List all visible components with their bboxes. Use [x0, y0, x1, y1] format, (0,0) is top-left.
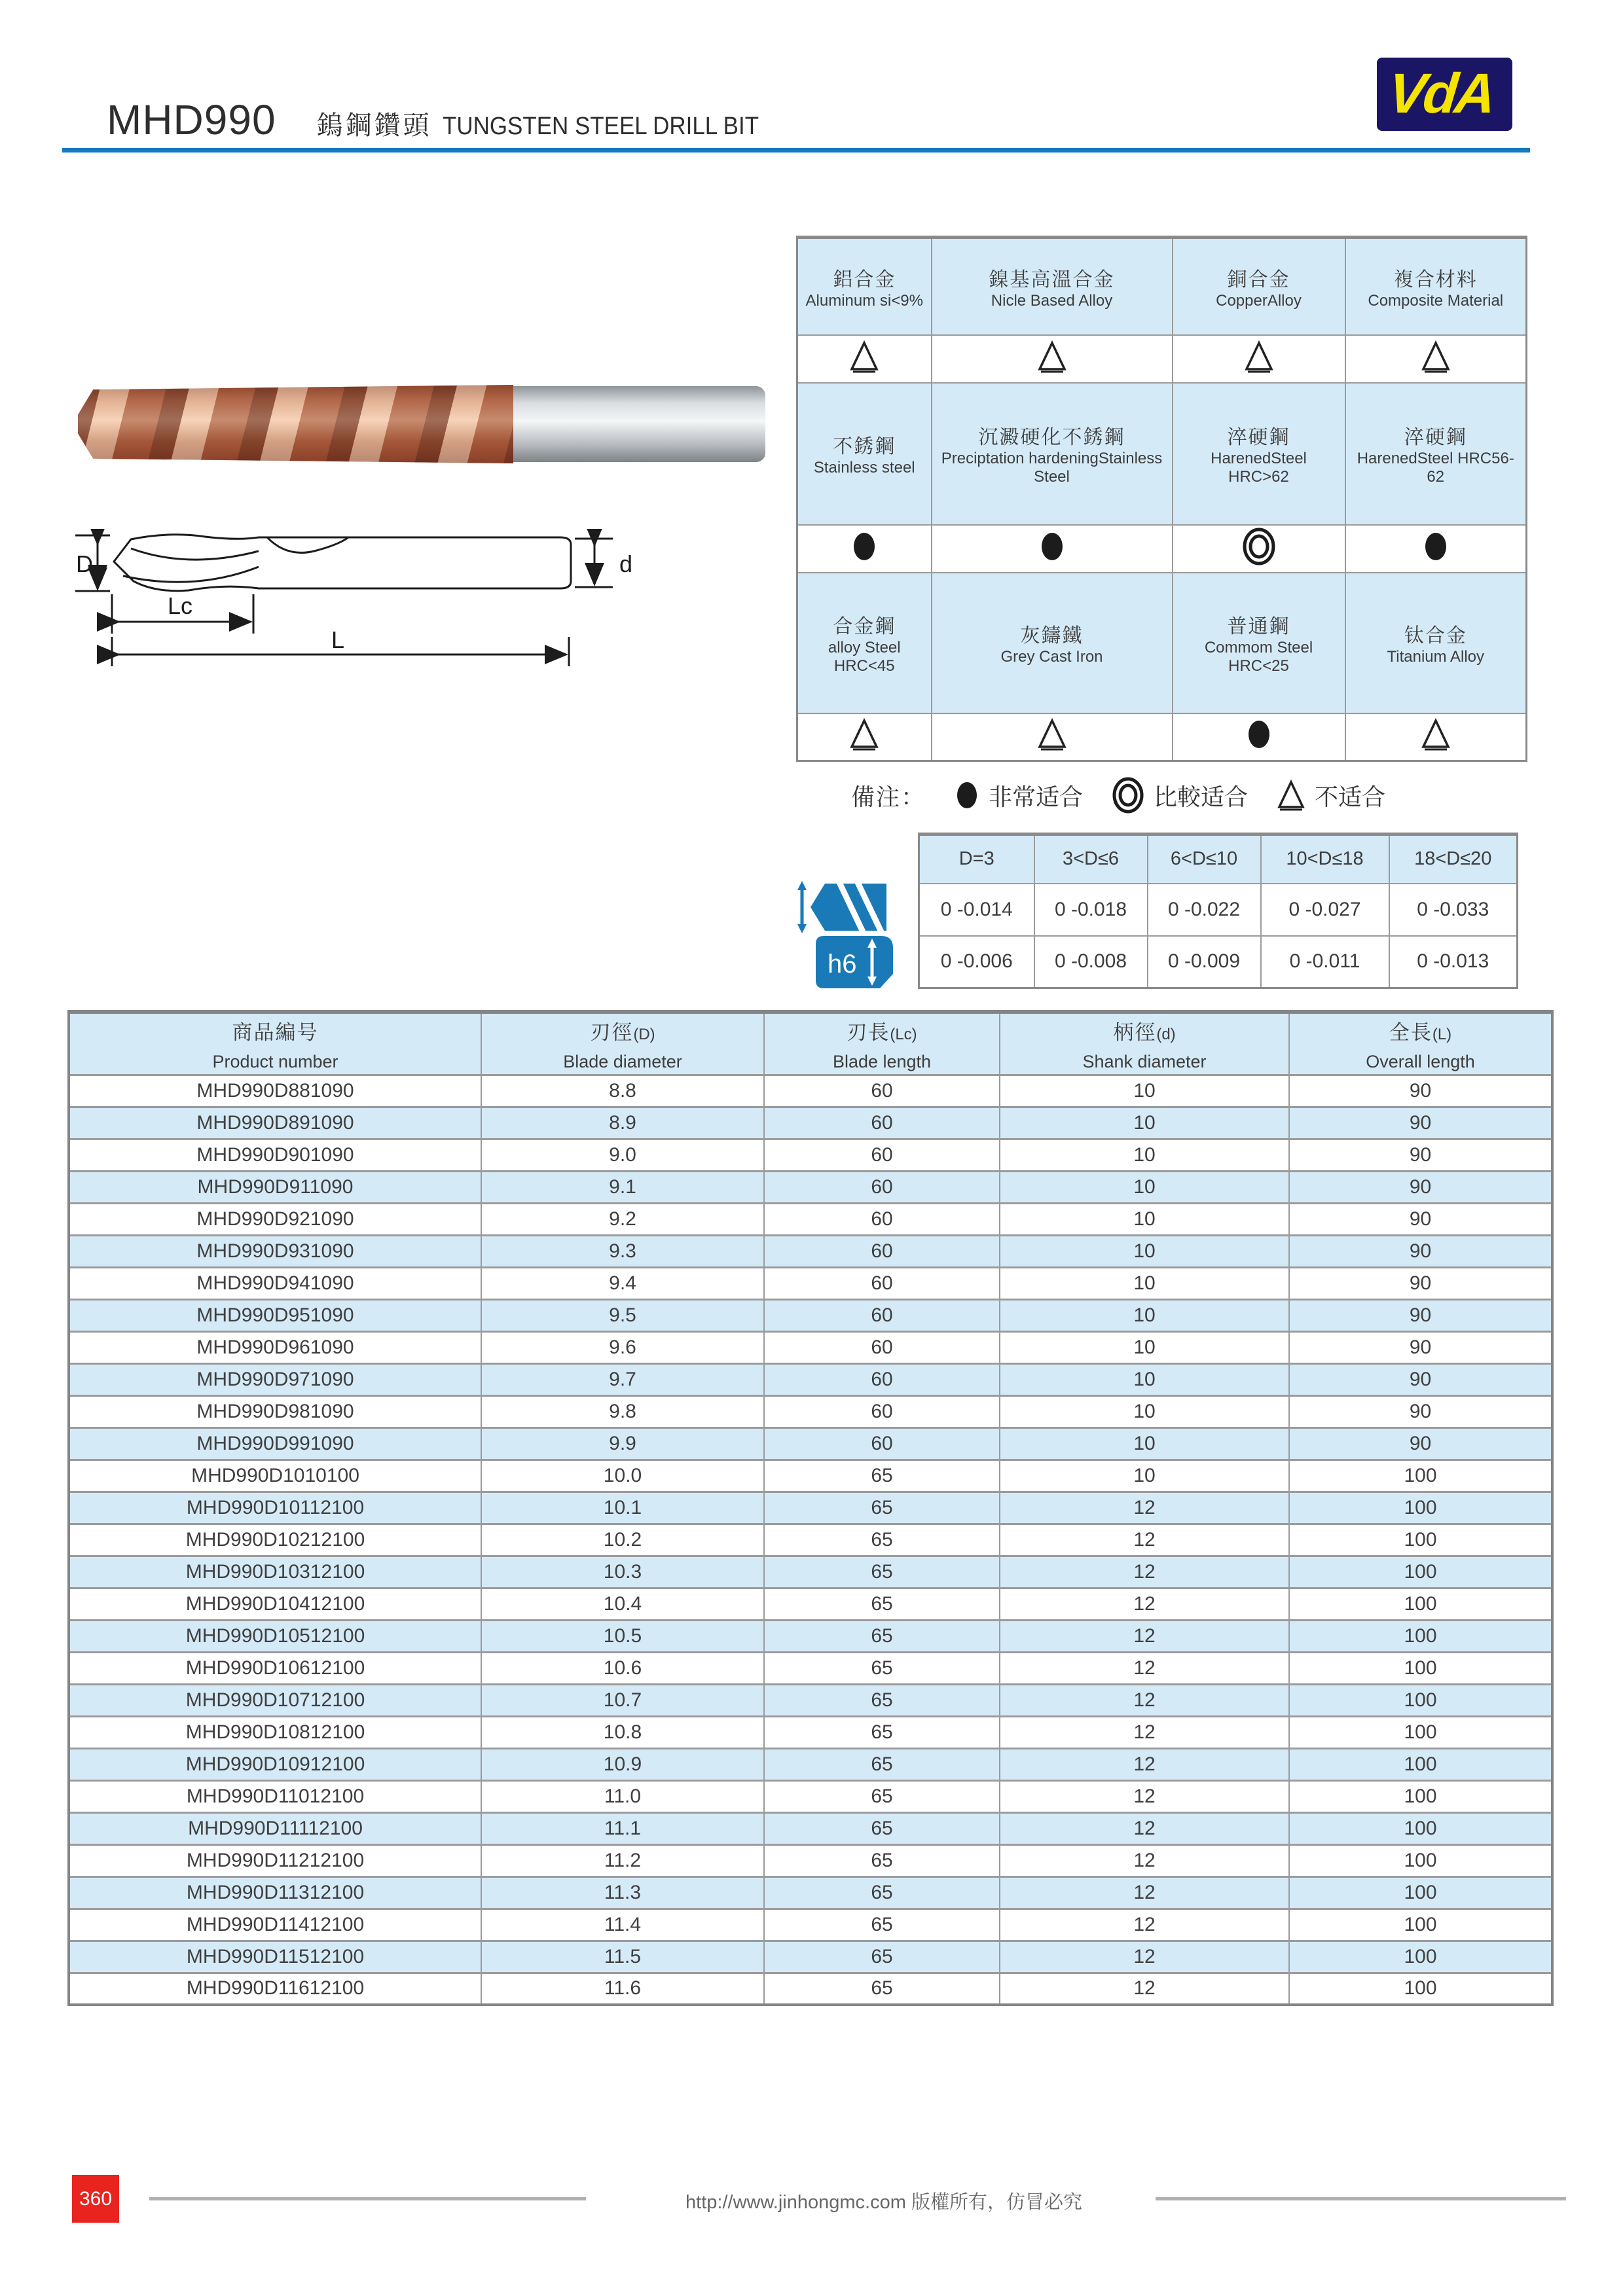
table-cell: 60	[764, 1203, 1000, 1235]
table-cell: 10	[1000, 1139, 1289, 1171]
table-cell: 65	[764, 1973, 1000, 2005]
legend-item-text: 比較适合	[1154, 783, 1249, 810]
table-cell: 10.4	[481, 1588, 764, 1620]
table-cell: MHD990D11312100	[69, 1876, 481, 1909]
suitability-legend	[851, 776, 1385, 814]
material-name-en: HarenedSteel	[1211, 450, 1307, 467]
table-cell: 12	[1000, 1684, 1289, 1716]
material-row-2	[797, 383, 1527, 525]
table-cell: 100	[1289, 1844, 1552, 1876]
material-symbol-row-1	[797, 335, 1527, 383]
triangle-symbol	[1037, 359, 1067, 377]
table-row	[69, 1492, 1552, 1524]
table-cell: 9.8	[481, 1395, 764, 1427]
table-row	[69, 1363, 1552, 1395]
table-row	[69, 1780, 1552, 1812]
table-cell: MHD990D11212100	[69, 1844, 481, 1876]
table-cell: 100	[1289, 1652, 1552, 1684]
table-row	[69, 1812, 1552, 1844]
table-cell: MHD990D10712100	[69, 1684, 481, 1716]
table-cell: 10.9	[481, 1748, 764, 1780]
table-cell: 60	[764, 1107, 1000, 1139]
tolerance-row-blade	[919, 884, 1518, 936]
table-cell: 100	[1289, 1588, 1552, 1620]
table-cell: MHD990D10312100	[69, 1556, 481, 1588]
table-cell: 100	[1289, 1748, 1552, 1780]
table-row	[69, 1844, 1552, 1876]
table-cell: 10	[1000, 1235, 1289, 1267]
legend-label: 備注：	[851, 783, 926, 810]
table-cell: 65	[764, 1652, 1000, 1684]
table-cell: 10.8	[481, 1716, 764, 1748]
table-cell: 65	[764, 1844, 1000, 1876]
table-cell: 11.6	[481, 1973, 764, 2005]
product-table-header-row	[69, 1012, 1552, 1075]
table-cell: 90	[1289, 1267, 1552, 1299]
diagram-label-L: L	[331, 626, 345, 653]
table-cell: MHD990D10412100	[69, 1588, 481, 1620]
table-cell: MHD990D961090	[69, 1331, 481, 1363]
material-name-extra: 62	[1427, 468, 1445, 486]
tolerance-value: 0 -0.009	[1148, 936, 1261, 988]
table-cell: 10.5	[481, 1620, 764, 1652]
col-header-product-number: 商品編号 Product number	[69, 1012, 481, 1075]
col-header-shank-diameter: 柄徑(d) Shank diameter	[1000, 1012, 1289, 1075]
table-cell: MHD990D991090	[69, 1427, 481, 1460]
table-cell: MHD990D10812100	[69, 1716, 481, 1748]
table-cell: 100	[1289, 1876, 1552, 1909]
table-cell: 100	[1289, 1780, 1552, 1812]
table-cell: 90	[1289, 1427, 1552, 1460]
material-name-zh: 普通鋼	[1227, 616, 1290, 637]
table-cell: 10	[1000, 1363, 1289, 1395]
table-cell: 90	[1289, 1107, 1552, 1139]
product-model-title: MHD990	[107, 96, 276, 143]
table-cell: 90	[1289, 1363, 1552, 1395]
tolerance-value: 0 -0.033	[1389, 884, 1518, 936]
table-row	[69, 1588, 1552, 1620]
table-cell: 12	[1000, 1909, 1289, 1941]
tolerance-col-header: 6<D≤10	[1148, 834, 1261, 884]
material-name-en: Stainless steel	[813, 459, 915, 476]
table-cell: 90	[1289, 1075, 1552, 1107]
material-name-zh: 複合材料	[1393, 268, 1478, 291]
triangle-symbol	[1244, 359, 1274, 377]
table-cell: MHD990D11612100	[69, 1973, 481, 2005]
table-cell: 8.9	[481, 1107, 764, 1139]
table-cell: MHD990D11112100	[69, 1812, 481, 1844]
table-row	[69, 1684, 1552, 1716]
table-cell: 100	[1289, 1684, 1552, 1716]
material-name-zh: 不銹鋼	[833, 436, 896, 457]
drill-shank-silver	[513, 386, 765, 461]
table-cell: MHD990D971090	[69, 1363, 481, 1395]
table-cell: 11.4	[481, 1909, 764, 1941]
shank-h6-icon	[816, 936, 897, 988]
table-cell: MHD990D10212100	[69, 1524, 481, 1556]
legend-item-text: 非常适合	[989, 783, 1084, 810]
table-cell: 9.1	[481, 1171, 764, 1203]
double-circle-symbol	[1242, 552, 1276, 570]
table-row	[69, 1107, 1552, 1139]
material-name-en: Titanium Alloy	[1387, 648, 1484, 666]
table-cell: 12	[1000, 1812, 1289, 1844]
table-cell: 10.2	[481, 1524, 764, 1556]
triangle-symbol	[849, 359, 879, 377]
table-cell: 100	[1289, 1909, 1552, 1941]
tolerance-value: 0 -0.018	[1034, 884, 1148, 936]
table-cell: MHD990D881090	[69, 1075, 481, 1107]
table-cell: MHD990D11412100	[69, 1909, 481, 1941]
table-cell: 10.6	[481, 1652, 764, 1684]
table-cell: 9.2	[481, 1203, 764, 1235]
table-cell: 10	[1000, 1331, 1289, 1363]
table-cell: 60	[764, 1267, 1000, 1299]
table-row	[69, 1941, 1552, 1973]
table-cell: MHD990D941090	[69, 1267, 481, 1299]
table-cell: 100	[1289, 1492, 1552, 1524]
table-cell: 65	[764, 1492, 1000, 1524]
table-row	[69, 1267, 1552, 1299]
table-cell: 65	[764, 1812, 1000, 1844]
table-cell: 100	[1289, 1524, 1552, 1556]
tolerance-col-header: 18<D≤20	[1389, 834, 1518, 884]
table-cell: 11.1	[481, 1812, 764, 1844]
table-cell: 60	[764, 1331, 1000, 1363]
table-cell: 60	[764, 1363, 1000, 1395]
table-cell: 10.7	[481, 1684, 764, 1716]
material-name-zh: 銅合金	[1227, 268, 1290, 291]
material-name-zh: 鎳基高溫合金	[989, 268, 1115, 291]
legend-item-text: 不适合	[1315, 783, 1386, 810]
table-cell: 65	[764, 1620, 1000, 1652]
table-cell: 12	[1000, 1716, 1289, 1748]
table-row	[69, 1876, 1552, 1909]
table-cell: 9.5	[481, 1299, 764, 1331]
table-cell: MHD990D931090	[69, 1235, 481, 1267]
table-cell: 10	[1000, 1107, 1289, 1139]
table-row	[69, 1075, 1552, 1107]
diagram-label-D: D	[76, 550, 93, 577]
table-cell: 100	[1289, 1812, 1552, 1844]
table-cell: 12	[1000, 1973, 1289, 2005]
table-cell: 12	[1000, 1780, 1289, 1812]
table-cell: 65	[764, 1556, 1000, 1588]
table-cell: 65	[764, 1524, 1000, 1556]
table-cell: MHD990D10912100	[69, 1748, 481, 1780]
h6-label: h6	[828, 950, 857, 978]
filled-circle-symbol	[1423, 548, 1449, 566]
table-cell: 10.1	[481, 1492, 764, 1524]
tolerance-value: 0 -0.027	[1261, 884, 1389, 936]
table-cell: 12	[1000, 1556, 1289, 1588]
triangle-symbol	[1037, 737, 1067, 755]
table-cell: 11.5	[481, 1941, 764, 1973]
page-number-badge	[72, 2175, 119, 2223]
table-cell: MHD990D1010100	[69, 1460, 481, 1492]
footer-copyright: http://www.jinhongmc.com 版權所有，仿冒必究	[685, 2192, 1082, 2213]
col-header-blade-diameter: 刃徑(D) Blade diameter	[481, 1012, 764, 1075]
svg-text:VdA: VdA	[1385, 62, 1497, 125]
filled-circle-icon	[955, 780, 979, 810]
table-cell: 10.0	[481, 1460, 764, 1492]
material-row-3	[797, 573, 1527, 713]
product-table-body	[69, 1075, 1552, 2005]
table-cell: 11.0	[481, 1780, 764, 1812]
table-cell: 90	[1289, 1203, 1552, 1235]
table-cell: 65	[764, 1780, 1000, 1812]
triangle-icon	[1277, 780, 1305, 811]
filled-circle-symbol	[1246, 736, 1272, 754]
double-circle-icon	[1112, 776, 1144, 814]
material-name-en: Grey Cast Iron	[1000, 648, 1103, 666]
page-title-en: TUNGSTEN STEEL DRILL BIT	[442, 113, 759, 140]
tolerance-value: 0 -0.011	[1261, 936, 1389, 988]
drill-bit-photo	[78, 385, 765, 463]
material-name-zh: 淬硬鋼	[1404, 427, 1467, 448]
dimension-diagram	[71, 529, 647, 670]
drill-flutes-copper	[78, 385, 513, 463]
brand-logo-icon	[1383, 62, 1507, 127]
material-name-en: HarenedSteel HRC56-	[1357, 450, 1514, 467]
table-cell: 8.8	[481, 1075, 764, 1107]
table-cell: 12	[1000, 1876, 1289, 1909]
material-name-en: CopperAlloy	[1216, 291, 1302, 310]
material-name-zh: 灰鑄鐵	[1020, 625, 1084, 647]
table-cell: 9.9	[481, 1427, 764, 1460]
table-row	[69, 1299, 1552, 1331]
table-cell: MHD990D11012100	[69, 1780, 481, 1812]
table-cell: 12	[1000, 1524, 1289, 1556]
table-cell: MHD990D951090	[69, 1299, 481, 1331]
table-cell: MHD990D901090	[69, 1139, 481, 1171]
table-cell: 12	[1000, 1588, 1289, 1620]
table-cell: 100	[1289, 1556, 1552, 1588]
material-symbol-row-2	[797, 525, 1527, 573]
table-cell: 90	[1289, 1171, 1552, 1203]
table-cell: 100	[1289, 1460, 1552, 1492]
material-symbol-row-3	[797, 713, 1527, 761]
table-row	[69, 1748, 1552, 1780]
table-cell: 90	[1289, 1139, 1552, 1171]
col-header-blade-length: 刃長(Lc) Blade length	[764, 1012, 1000, 1075]
table-row	[69, 1620, 1552, 1652]
table-cell: MHD990D10112100	[69, 1492, 481, 1524]
diagram-label-Lc: Lc	[168, 592, 193, 619]
material-row-1	[797, 238, 1527, 335]
tolerance-row-shank	[919, 936, 1518, 988]
table-row	[69, 1716, 1552, 1748]
table-cell: MHD990D891090	[69, 1107, 481, 1139]
table-cell: 10	[1000, 1299, 1289, 1331]
product-table	[67, 1010, 1554, 2006]
material-name-zh: 鋁合金	[833, 268, 896, 291]
table-cell: 12	[1000, 1844, 1289, 1876]
material-name-en: Aluminum si<9%	[805, 291, 923, 310]
table-row	[69, 1203, 1552, 1235]
page-header	[107, 96, 786, 144]
table-cell: MHD990D921090	[69, 1203, 481, 1235]
material-name-zh: 合金鋼	[833, 616, 896, 637]
footer-divider-right	[1156, 2197, 1566, 2200]
table-row	[69, 1973, 1552, 2005]
table-cell: 9.4	[481, 1267, 764, 1299]
material-name-en: Commom Steel	[1204, 639, 1313, 656]
tolerance-value: 0 -0.013	[1389, 936, 1518, 988]
page-number: 360	[79, 2187, 113, 2210]
table-cell: 90	[1289, 1235, 1552, 1267]
table-cell: 10	[1000, 1267, 1289, 1299]
table-row	[69, 1171, 1552, 1203]
table-cell: 10	[1000, 1075, 1289, 1107]
table-cell: 100	[1289, 1973, 1552, 2005]
table-cell: 9.7	[481, 1363, 764, 1395]
table-row	[69, 1395, 1552, 1427]
table-cell: 10	[1000, 1171, 1289, 1203]
table-cell: 12	[1000, 1652, 1289, 1684]
table-cell: 9.6	[481, 1331, 764, 1363]
tolerance-table	[918, 833, 1518, 989]
triangle-symbol	[849, 737, 879, 755]
table-row	[69, 1139, 1552, 1171]
table-row	[69, 1524, 1552, 1556]
table-cell: 60	[764, 1139, 1000, 1171]
material-name-zh: 淬硬鋼	[1227, 427, 1290, 448]
material-suitability-table	[796, 236, 1527, 762]
tolerance-header-row	[919, 834, 1518, 884]
filled-circle-symbol	[1039, 548, 1065, 566]
triangle-symbol	[1421, 737, 1451, 755]
table-cell: 11.3	[481, 1876, 764, 1909]
table-cell: 60	[764, 1171, 1000, 1203]
material-name-en: alloy Steel	[828, 639, 901, 656]
tolerance-col-header: D=3	[919, 834, 1034, 884]
table-cell: 10	[1000, 1427, 1289, 1460]
table-cell: 60	[764, 1299, 1000, 1331]
table-cell: 60	[764, 1427, 1000, 1460]
material-name-en: Preciptation hardeningStainless	[941, 450, 1163, 467]
table-cell: 65	[764, 1876, 1000, 1909]
material-name-en: Nicle Based Alloy	[991, 291, 1113, 310]
table-cell: MHD990D911090	[69, 1171, 481, 1203]
col-header-overall-length: 全長(L) Overall length	[1289, 1012, 1552, 1075]
table-cell: 10	[1000, 1395, 1289, 1427]
table-cell: 60	[764, 1395, 1000, 1427]
table-row	[69, 1652, 1552, 1684]
table-cell: 65	[764, 1748, 1000, 1780]
material-name-en: Composite Material	[1368, 291, 1504, 310]
header-divider	[62, 148, 1530, 152]
table-cell: 65	[764, 1588, 1000, 1620]
table-cell: 100	[1289, 1716, 1552, 1748]
tolerance-value: 0 -0.008	[1034, 936, 1148, 988]
tolerance-value: 0 -0.006	[919, 936, 1034, 988]
triangle-symbol	[1421, 359, 1451, 377]
table-cell: 10.3	[481, 1556, 764, 1588]
table-row	[69, 1909, 1552, 1941]
table-cell: MHD990D11512100	[69, 1941, 481, 1973]
table-cell: MHD990D10612100	[69, 1652, 481, 1684]
blade-diameter-icon	[795, 880, 894, 935]
material-name-extra: HRC<45	[833, 657, 895, 675]
table-row	[69, 1556, 1552, 1588]
tolerance-value: 0 -0.014	[919, 884, 1034, 936]
page-title-zh: 鎢鋼鑽頭	[316, 111, 432, 140]
table-cell: 12	[1000, 1492, 1289, 1524]
table-row	[69, 1427, 1552, 1460]
table-cell: 100	[1289, 1941, 1552, 1973]
table-cell: 10	[1000, 1460, 1289, 1492]
table-cell: 12	[1000, 1620, 1289, 1652]
filled-circle-symbol	[851, 548, 877, 566]
material-name-zh: 钛合金	[1404, 625, 1467, 647]
tolerance-col-header: 10<D≤18	[1261, 834, 1389, 884]
table-cell: 11.2	[481, 1844, 764, 1876]
table-cell: 9.3	[481, 1235, 764, 1267]
table-cell: 65	[764, 1716, 1000, 1748]
tolerance-value: 0 -0.022	[1148, 884, 1261, 936]
table-cell: MHD990D10512100	[69, 1620, 481, 1652]
table-row	[69, 1460, 1552, 1492]
table-cell: 60	[764, 1075, 1000, 1107]
table-cell: 100	[1289, 1620, 1552, 1652]
table-cell: 12	[1000, 1748, 1289, 1780]
table-row	[69, 1331, 1552, 1363]
table-cell: 90	[1289, 1395, 1552, 1427]
brand-logo	[1377, 58, 1512, 131]
material-name-extra: HRC>62	[1228, 468, 1289, 486]
tolerance-col-header: 3<D≤6	[1034, 834, 1148, 884]
table-cell: 65	[764, 1684, 1000, 1716]
diagram-label-d: d	[619, 550, 633, 577]
table-cell: 10	[1000, 1203, 1289, 1235]
material-name-zh: 沉澱硬化不銹鋼	[978, 427, 1125, 448]
material-name-extra: Steel	[1034, 468, 1070, 486]
material-name-extra: HRC<25	[1228, 657, 1289, 675]
table-cell: 65	[764, 1460, 1000, 1492]
table-cell: 12	[1000, 1941, 1289, 1973]
table-cell: 9.0	[481, 1139, 764, 1171]
table-cell: 90	[1289, 1299, 1552, 1331]
table-cell: 65	[764, 1941, 1000, 1973]
footer-divider-left	[149, 2197, 586, 2200]
table-cell: 90	[1289, 1331, 1552, 1363]
table-cell: 65	[764, 1909, 1000, 1941]
table-cell: 60	[764, 1235, 1000, 1267]
table-row	[69, 1235, 1552, 1267]
table-cell: MHD990D981090	[69, 1395, 481, 1427]
